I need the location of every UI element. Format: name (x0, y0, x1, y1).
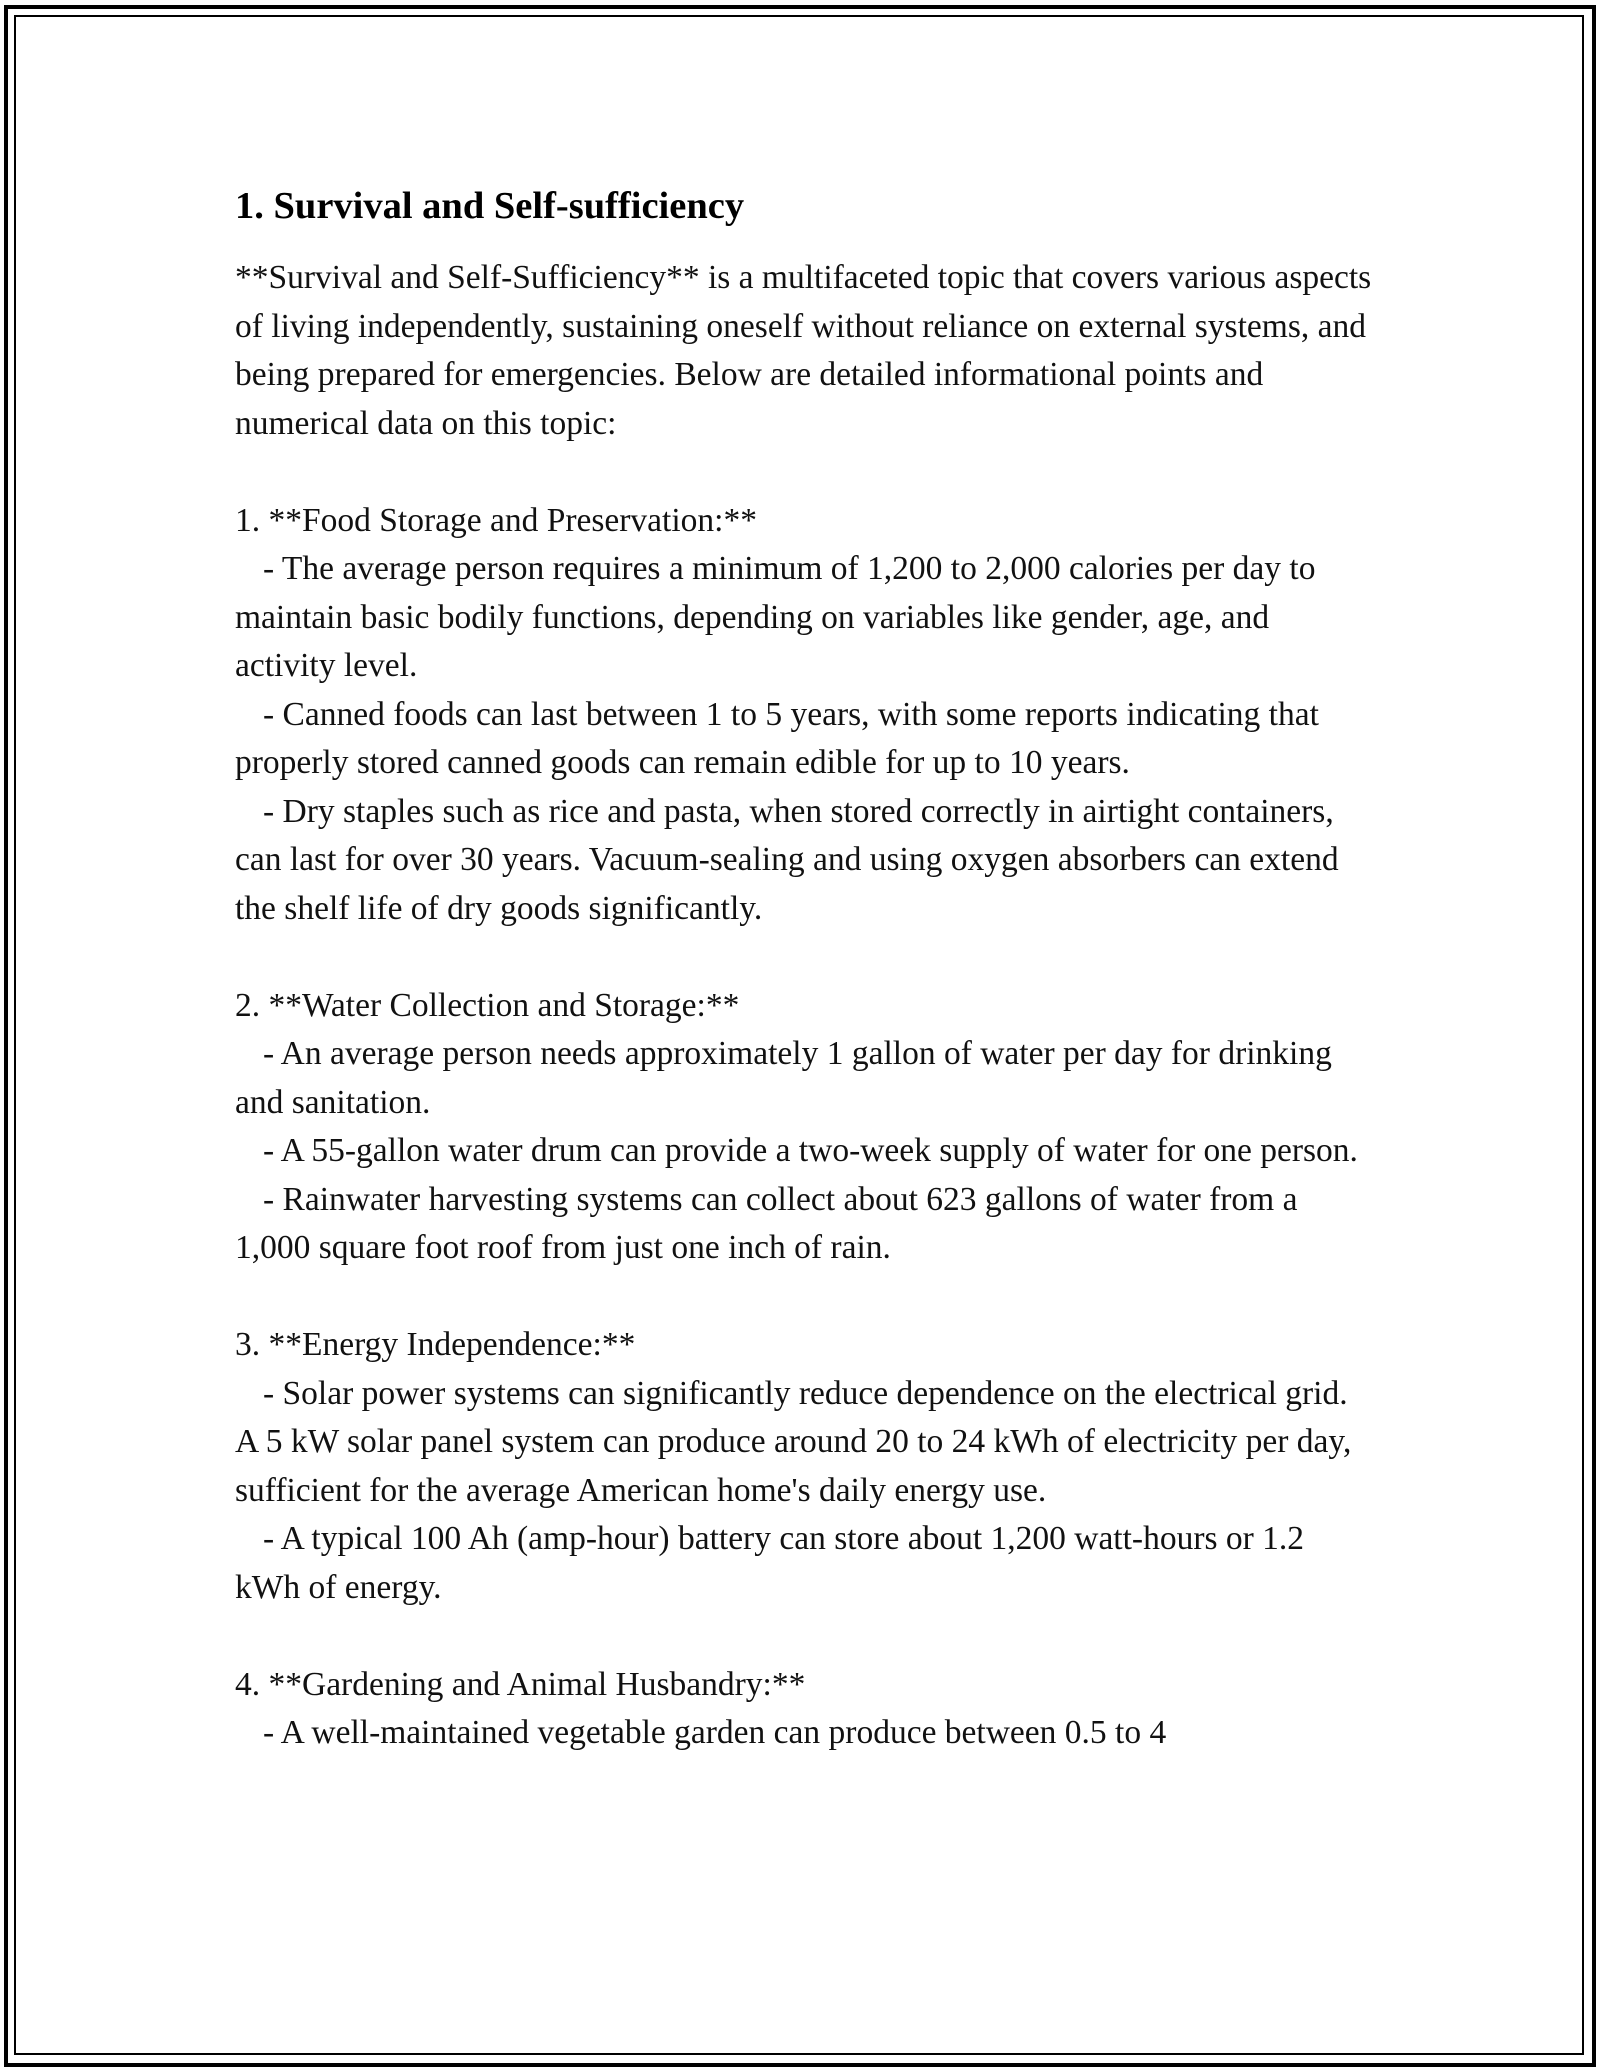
bullet-item: - A 55-gallon water drum can provide a two-week supply of water for one person. (263, 1132, 1358, 1169)
bullet-item: - Dry staples such as rice and pasta, when stored correctly in airtight containers, can last for over 30 years. Vacuum-sealing and using oxygen absorbers can extend the shelf life of dry goods significantly. (235, 792, 1339, 927)
bullet-item: - Rainwater harvesting systems can collect about 623 gallons of water from a 1,000 square foot roof from just one inch of rain. (235, 1180, 1298, 1266)
section-heading: 2. **Water Collection and Storage:** (235, 986, 740, 1024)
section-food-storage (235, 497, 1375, 934)
spacer (235, 933, 1375, 982)
spacer (235, 1273, 1375, 1322)
bullet-item: - A typical 100 Ah (amp-hour) battery can store about 1,200 watt-hours or 1.2 kWh of energy. (235, 1520, 1305, 1606)
document-title: 1. Survival and Self-sufficiency (235, 185, 745, 227)
section-heading: 1. **Food Storage and Preservation:** (235, 501, 757, 539)
spacer (235, 1612, 1375, 1661)
bullet-item: - Solar power systems can significantly reduce dependence on the electrical grid. A 5 kW solar panel system can produce around 20 to 24 kWh of electricity per day, sufficient for the average American home's daily energy use. (235, 1374, 1352, 1509)
section-heading: 3. **Energy Independence:** (235, 1326, 636, 1363)
section-heading: 4. **Gardening and Animal Husbandry:** (235, 1665, 806, 1703)
bullet-item: - A well-maintained vegetable garden can produce between 0.5 to 4 (263, 1714, 1167, 1751)
section-energy-independence (235, 1321, 1375, 1612)
spacer (235, 448, 1375, 497)
bullet-item: - The average person requires a minimum of 1,200 to 2,000 calories per day to maintain basic bodily functions, depending on variables like gender, age, and activity level. (235, 550, 1316, 684)
bullet-item: - Canned foods can last between 1 to 5 years, with some reports indicating that properly stored canned goods can remain edible for up to 10 years. (235, 695, 1319, 781)
bullet-item: - An average person needs approximately 1 gallon of water per day for drinking and sanitation. (235, 1035, 1332, 1121)
section-water-collection (235, 982, 1375, 1273)
document-body (235, 182, 1375, 1758)
section-gardening-husbandry (235, 1661, 1375, 1758)
intro-paragraph: **Survival and Self-Sufficiency** is a multifaceted topic that covers various aspects of living independently, sustaining oneself without reliance on external systems, and being prepared for emergencies. Below are detailed informational points and numerical data on this topic: (235, 259, 1372, 442)
